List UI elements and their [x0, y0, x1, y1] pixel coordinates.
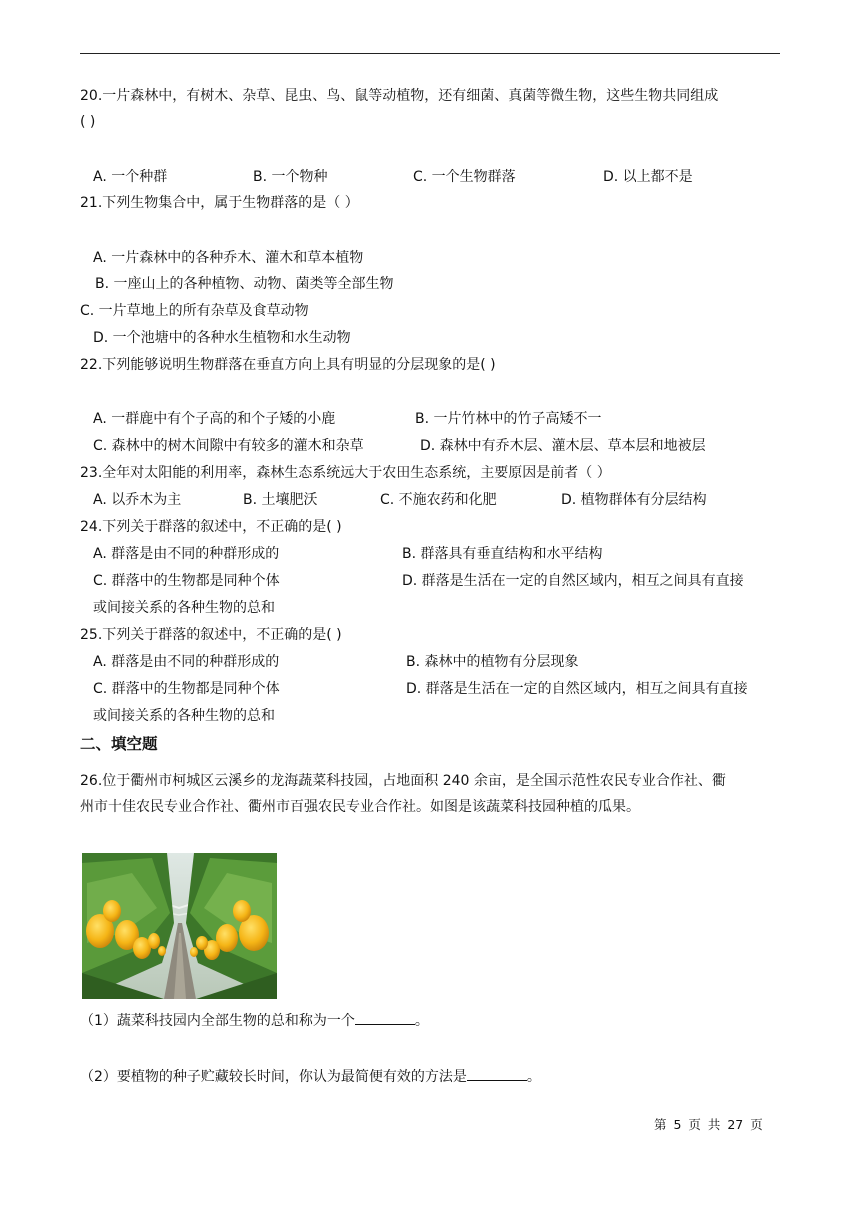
- header-rule: [80, 53, 780, 54]
- section-heading: 二、填空题: [80, 735, 158, 753]
- q23-option-b: B. 土壤肥沃: [243, 492, 318, 508]
- q20-option-c: C. 一个生物群落: [413, 169, 516, 185]
- q21-option-d: D. 一个池塘中的各种水生植物和水生动物: [93, 330, 351, 346]
- page-number: 第 5 页 共 27 页: [654, 1117, 763, 1132]
- q26-sub1-blank[interactable]: [355, 1010, 415, 1025]
- q20-option-a: A. 一个种群: [93, 169, 168, 185]
- q26-sub1-end: 。: [414, 1013, 429, 1029]
- q24-option-d-line1: D. 群落是生活在一定的自然区域内，相互之间具有直接: [402, 573, 744, 589]
- q24-option-d-line2: 或间接关系的各种生物的总和: [93, 600, 275, 616]
- q21-option-b: B. 一座山上的各种植物、动物、菌类等全部生物: [95, 276, 394, 292]
- q24-option-b: B. 群落具有垂直结构和水平结构: [402, 546, 603, 562]
- q22-option-d: D. 森林中有乔木层、灌木层、草本层和地被层: [420, 438, 706, 454]
- q23-stem: 23.全年对太阳能的利用率，森林生态系统远大于农田生态系统，主要原因是前者（ ）: [80, 465, 611, 481]
- q26-sub1: [80, 1010, 429, 1031]
- q26-sub2-end: 。: [526, 1069, 541, 1085]
- q22-option-c: C. 森林中的树木间隙中有较多的灌木和杂草: [93, 438, 364, 454]
- greenhouse-melon-photo: [82, 853, 277, 999]
- q21-option-c: C. 一片草地上的所有杂草及食草动物: [80, 303, 309, 319]
- q26-stem-line1: 26.位于衢州市柯城区云溪乡的龙海蔬菜科技园，占地面积 240 余亩，是全国示范性农民专业合作社、衢: [80, 773, 726, 789]
- q25-option-d-line2: 或间接关系的各种生物的总和: [93, 708, 275, 724]
- q23-option-c: C. 不施农药和化肥: [380, 492, 497, 508]
- q24-option-c: C. 群落中的生物都是同种个体: [93, 573, 280, 589]
- q25-option-d-line1: D. 群落是生活在一定的自然区域内，相互之间具有直接: [406, 681, 748, 697]
- q20-option-b: B. 一个物种: [253, 169, 328, 185]
- q25-option-b: B. 森林中的植物有分层现象: [406, 654, 579, 670]
- q20-stem-line1: 20.一片森林中，有树木、杂草、昆虫、鸟、鼠等动植物，还有细菌、真菌等微生物，这些生物共同组成: [80, 88, 719, 104]
- q22-option-b: B. 一片竹林中的竹子高矮不一: [415, 411, 602, 427]
- q26-sub2-text: （2）要植物的种子贮藏较长时间，你认为最简便有效的方法是: [80, 1069, 467, 1085]
- q26-sub1-text: （1）蔬菜科技园内全部生物的总和称为一个: [80, 1013, 355, 1029]
- q20-option-d: D. 以上都不是: [603, 169, 693, 185]
- q24-option-a: A. 群落是由不同的种群形成的: [93, 546, 280, 562]
- q23-option-a: A. 以乔木为主: [93, 492, 182, 508]
- q26-sub2: [80, 1066, 541, 1087]
- q23-option-d: D. 植物群体有分层结构: [561, 492, 707, 508]
- q25-stem: 25.下列关于群落的叙述中，不正确的是( ): [80, 627, 342, 643]
- q21-stem: 21.下列生物集合中，属于生物群落的是（ ）: [80, 195, 359, 211]
- q26-stem-line2: 州市十佳农民专业合作社、衢州市百强农民专业合作社。如图是该蔬菜科技园种植的瓜果。: [80, 799, 640, 815]
- q20-stem-line2: ( ): [80, 114, 96, 130]
- q22-option-a: A. 一群鹿中有个子高的和个子矮的小鹿: [93, 411, 336, 427]
- q25-option-a: A. 群落是由不同的种群形成的: [93, 654, 280, 670]
- q21-option-a: A. 一片森林中的各种乔木、灌木和草本植物: [93, 250, 364, 266]
- q26-sub2-blank[interactable]: [467, 1066, 527, 1081]
- q25-option-c: C. 群落中的生物都是同种个体: [93, 681, 280, 697]
- q24-stem: 24.下列关于群落的叙述中，不正确的是( ): [80, 519, 342, 535]
- q22-stem: 22.下列能够说明生物群落在垂直方向上具有明显的分层现象的是( ): [80, 357, 496, 373]
